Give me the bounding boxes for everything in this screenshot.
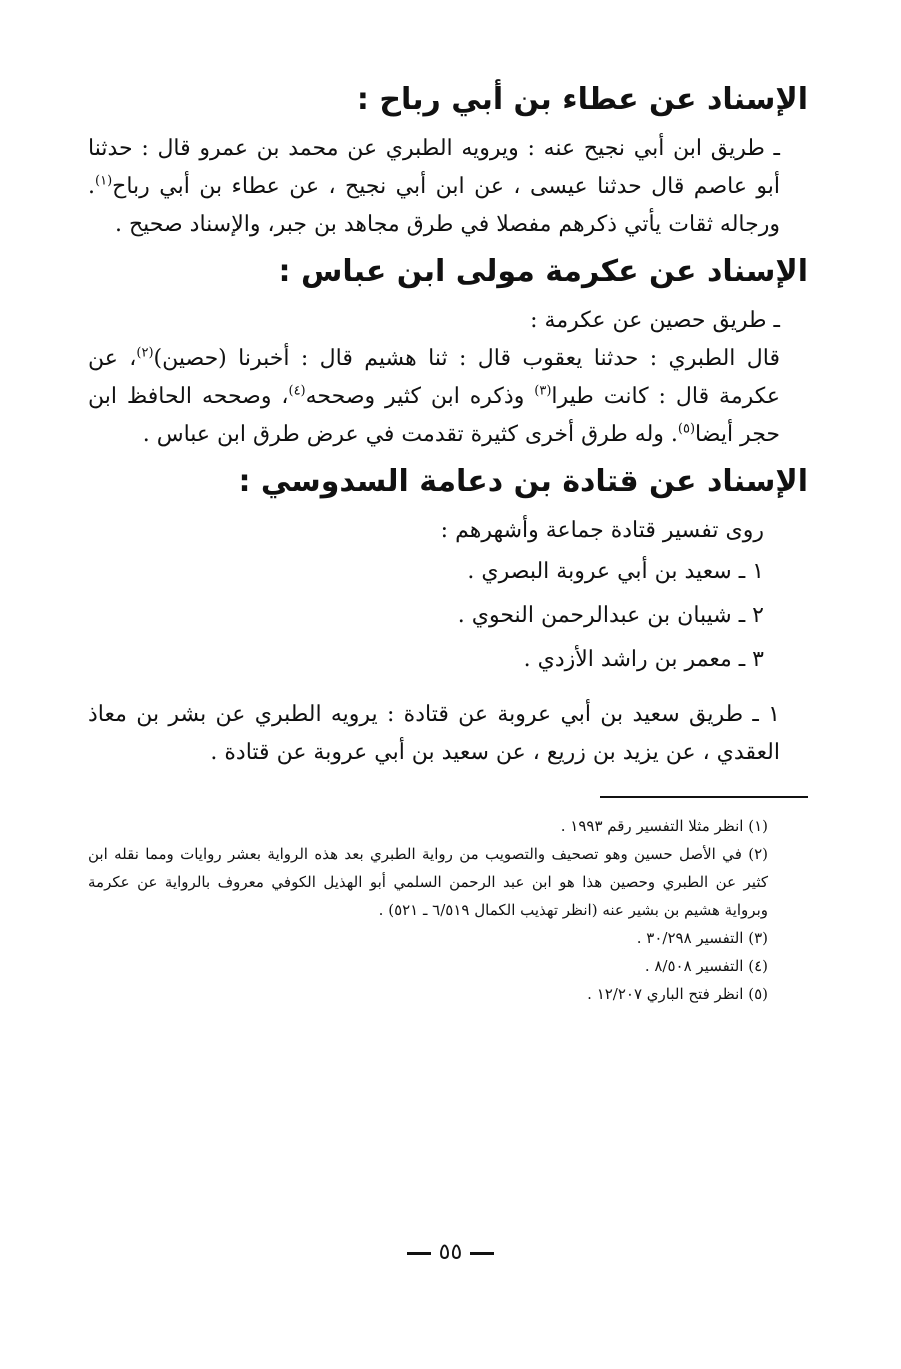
footnote-4: (٤) التفسير ٨/٥٠٨ . xyxy=(644,957,768,975)
footnote-3: (٣) التفسير ٣٠/٢٩٨ . xyxy=(636,929,768,947)
paragraph-ikrima xyxy=(88,340,810,454)
list-item: ٣ ـ معمر بن راشد الأزدي . xyxy=(523,647,764,672)
footnote-2: (٢) في الأصل حسين وهو تصحيف والتصويب من رواية الطبري بعد هذه الرواية بعشر روايات ومما نقله ابن كثير عن الطبري وحصين هذا هو ابن عبد الرحمن السلمي أبو الهذيل الكوفي معروف بالرواية عن عكرمة وبرواية هشيم بن بشير عنه (انظر تهذيب الكمال ٦/٥١٩ ـ ٥٢١) . xyxy=(88,845,768,919)
section-heading-ata: الإسناد عن عطاء بن أبي رباح : xyxy=(356,82,808,117)
paragraph-text: ـ طريق ابن أبي نجيح عنه : ويرويه الطبري عن محمد بن عمرو قال : حدثنا أبو عاصم قال حدثنا عيسى ، عن ابن أبي نجيح ، عن عطاء بن أبي رباح xyxy=(88,136,780,199)
page-number-dash xyxy=(407,1252,431,1255)
footnote-5: (٥) انظر فتح الباري ١٢/٢٠٧ . xyxy=(587,985,768,1003)
footnote-ref[interactable]: (٤) xyxy=(288,383,306,399)
paragraph-text: وذكره ابن كثير وصححه xyxy=(305,384,535,409)
paragraph-text: قال الطبري : حدثنا يعقوب قال : ثنا هشيم قال : أخبرنا (حصين) xyxy=(153,346,781,371)
paragraph-text: . وله طرق أخرى كثيرة تقدمت في عرض طرق ابن عباس . xyxy=(142,422,678,447)
footnote-ref[interactable]: (٢) xyxy=(136,345,154,361)
footnote-divider xyxy=(600,796,808,798)
footnote-ref[interactable]: (٥) xyxy=(677,421,696,437)
section-heading-ikrima: الإسناد عن عكرمة مولى ابن عباس : xyxy=(278,254,808,289)
paragraph-text: ، عن عكرمة قال : كانت طيرا xyxy=(88,346,781,409)
page-number xyxy=(0,1240,901,1265)
narrators-list xyxy=(88,550,810,682)
footnote-ref[interactable]: (١) xyxy=(95,173,113,189)
list-intro: روى تفسير قتادة جماعة وأشهرهم : xyxy=(440,518,764,543)
footnote-ref[interactable]: (٣) xyxy=(534,383,552,399)
page-number-value: ٥٥ xyxy=(438,1240,463,1265)
list-item: ١ ـ سعيد بن أبي عروبة البصري . xyxy=(467,559,764,584)
subheading-husayn: ـ طريق حصين عن عكرمة : xyxy=(530,308,780,333)
paragraph-text: . ورجاله ثقات يأتي ذكرهم مفصلا في طرق مجاهد بن جبر، والإسناد صحيح . xyxy=(88,174,780,237)
page-body xyxy=(88,78,810,1008)
section-heading-qatada: الإسناد عن قتادة بن دعامة السدوسي : xyxy=(238,464,808,499)
footnotes xyxy=(88,812,810,1008)
list-item: ٢ ـ شيبان بن عبدالرحمن النحوي . xyxy=(457,603,764,628)
paragraph-ata xyxy=(88,130,810,244)
paragraph-text: ، وصححه الحافظ ابن حجر أيضا xyxy=(88,384,780,447)
page-number-dash xyxy=(470,1252,494,1255)
footnote-1: (١) انظر مثلا التفسير رقم ١٩٩٣ . xyxy=(560,817,768,835)
paragraph-qatada: ١ ـ طريق سعيد بن أبي عروبة عن قتادة : يرويه الطبري عن بشر بن معاذ العقدي ، عن يزيد بن زريع ، عن سعيد بن أبي عروبة عن قتادة . xyxy=(88,702,780,765)
